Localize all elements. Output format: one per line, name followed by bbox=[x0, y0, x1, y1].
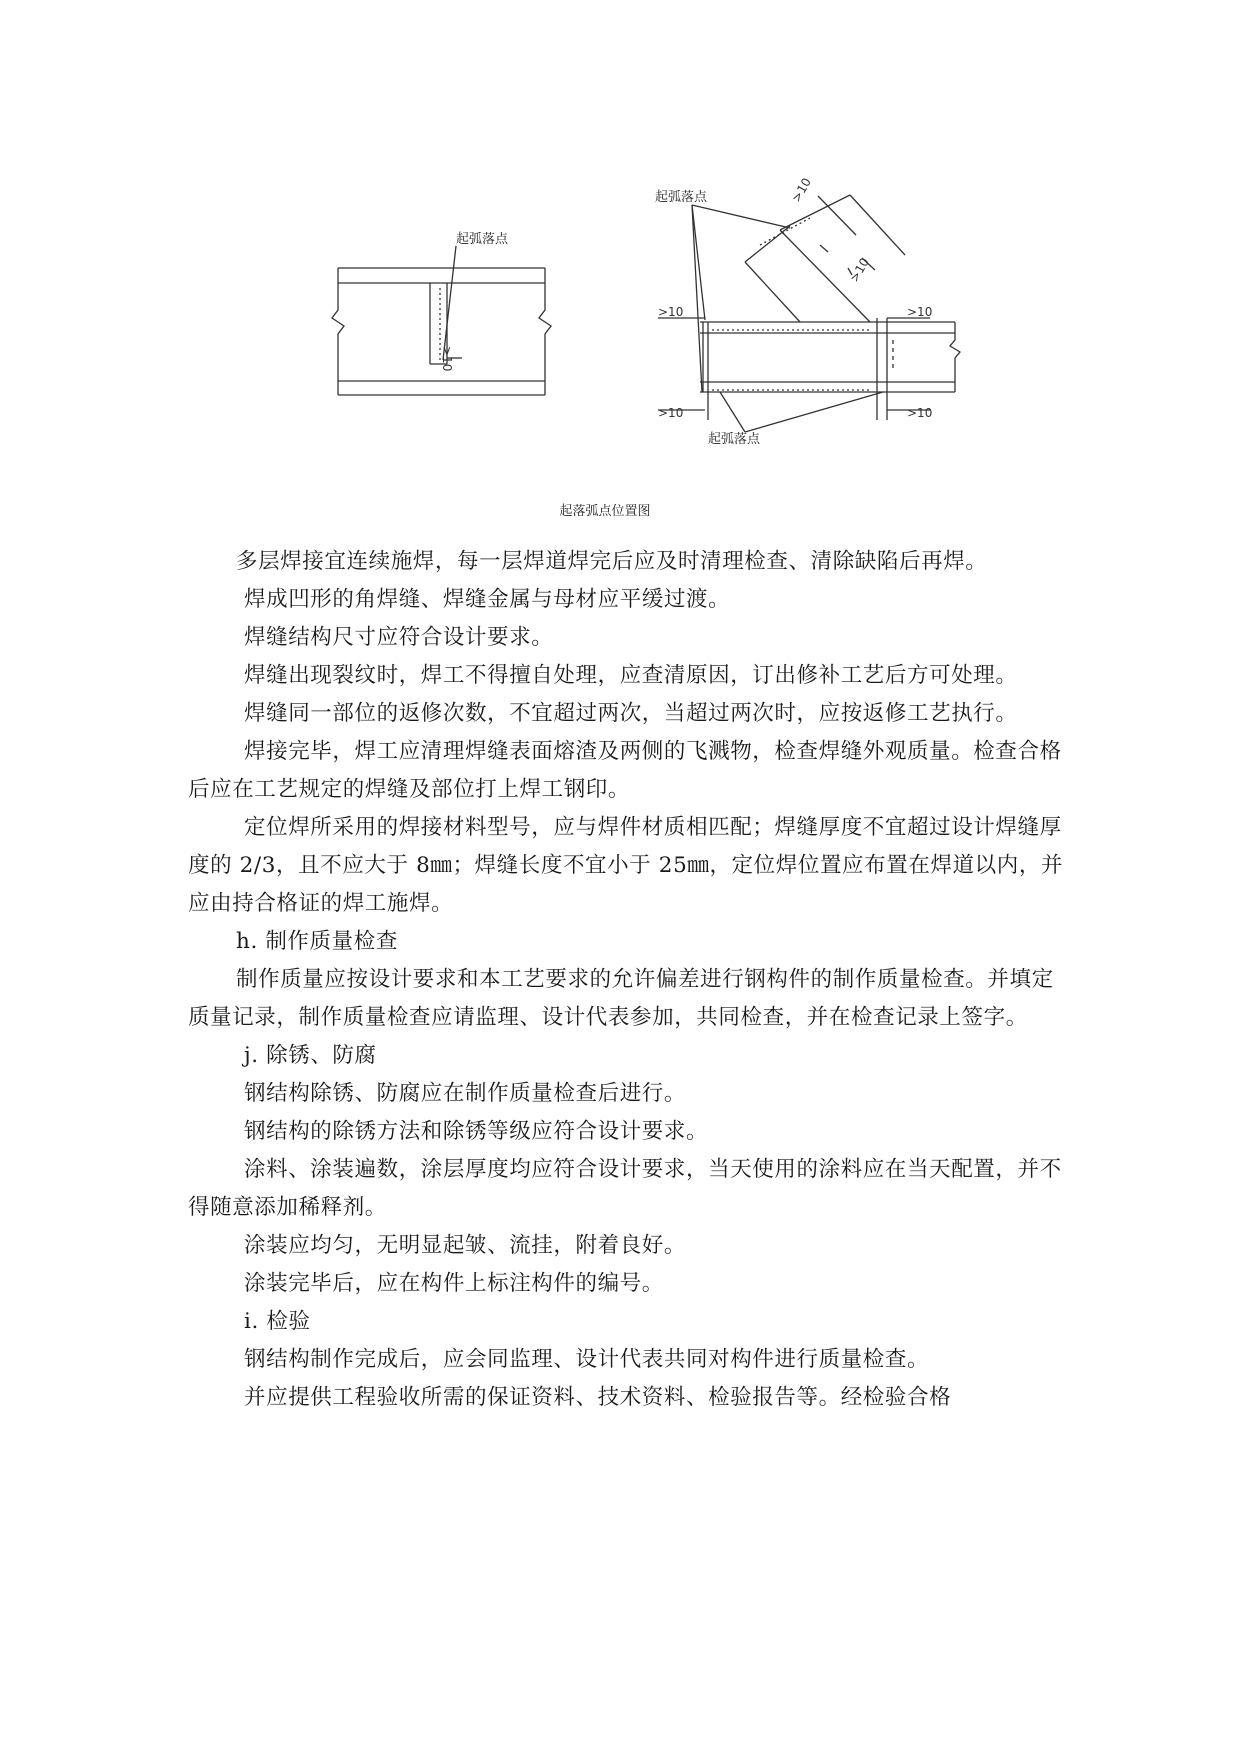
paragraph: 定位焊所采用的焊接材料型号，应与焊件材质相匹配；焊缝厚度不宜超过设计焊缝厚度的 2/3，且不应大于 8㎜；焊缝长度不宜小于 25㎜，定位焊位置应布置在焊道以内，并应由持合格证的焊工施焊。 bbox=[188, 815, 1064, 916]
left-leader-line bbox=[443, 246, 456, 360]
right-bottom-leader bbox=[745, 392, 883, 432]
paragraph: 焊成凹形的角焊缝、焊缝金属与母材应平缓过渡。 bbox=[244, 587, 731, 612]
dimension-right-top-right: >10 bbox=[907, 305, 933, 319]
dimension-left-weld: >10 bbox=[440, 346, 454, 372]
paragraph: 多层焊接宜连续施焊，每一层焊道焊完后应及时清理检查、清除缺陷后再焊。 bbox=[236, 549, 988, 574]
paragraph: 钢结构除锈、防腐应在制作质量检查后进行。 bbox=[244, 1081, 687, 1106]
weld-drawing bbox=[0, 0, 1241, 540]
paragraph: 制作质量应按设计要求和本工艺要求的允许偏差进行钢构件的制作质量检查。并填定质量记录，制作质量检查应请监理、设计代表参加，共同检查，并在检查记录上签字。 bbox=[188, 967, 1054, 1030]
body-text bbox=[188, 543, 1068, 1417]
paragraph: 并应提供工程验收所需的保证资料、技术资料、检验报告等。经检验合格 bbox=[244, 1385, 952, 1410]
diagonal-edge-2 bbox=[745, 262, 800, 322]
paragraph: 涂装应均匀，无明显起皱、流挂，附着良好。 bbox=[244, 1233, 687, 1258]
section-heading-h: h. 制作质量检查 bbox=[236, 929, 398, 954]
paragraph: 焊接完毕，焊工应清理焊缝表面熔渣及两侧的飞溅物，检查焊缝外观质量。检查合格后应在工艺规定的焊缝及部位打上焊工钢印。 bbox=[188, 739, 1062, 802]
dimension-right-top-left: >10 bbox=[658, 305, 684, 319]
arc-point-figure bbox=[0, 0, 1241, 540]
arc-point-label-top: 起弧落点 bbox=[655, 190, 708, 205]
dimension-right-bottom-left: >10 bbox=[658, 406, 684, 420]
left-break-line bbox=[332, 268, 344, 395]
section-heading-i: i. 检验 bbox=[244, 1309, 311, 1334]
paragraph: 涂料、涂装遍数，涂层厚度均应符合设计要求，当天使用的涂料应在当天配置，并不得随意添加稀释剂。 bbox=[188, 1157, 1062, 1220]
dimension-diagonal-top: >10 bbox=[789, 175, 814, 205]
dimension-right-bottom-right: >10 bbox=[907, 406, 933, 420]
paragraph: 焊缝出现裂纹时，焊工不得擅自处理，应查清原因，订出修补工艺后方可处理。 bbox=[244, 663, 1018, 688]
dimension-diagonal-side: >10 bbox=[847, 255, 872, 285]
figure-caption: 起落弧点位置图 bbox=[559, 504, 651, 519]
paragraph: 钢结构制作完成后，应会同监理、设计代表共同对构件进行质量检查。 bbox=[244, 1347, 930, 1372]
arc-point-label-left: 起弧落点 bbox=[456, 232, 509, 247]
left-break-line-right bbox=[539, 268, 551, 395]
paragraph: 涂装完毕后，应在构件上标注构件的编号。 bbox=[244, 1271, 664, 1296]
section-heading-j: j. 除锈、防腐 bbox=[244, 1043, 377, 1068]
paragraph: 焊缝同一部位的返修次数，不宜超过两次，当超过两次时，应按返修工艺执行。 bbox=[244, 701, 1018, 726]
right-top-leader bbox=[692, 205, 790, 228]
paragraph: 焊缝结构尺寸应符合设计要求。 bbox=[244, 625, 554, 650]
paragraph: 钢结构的除锈方法和除锈等级应符合设计要求。 bbox=[244, 1119, 709, 1144]
arc-point-label-bottom: 起弧落点 bbox=[708, 432, 761, 447]
